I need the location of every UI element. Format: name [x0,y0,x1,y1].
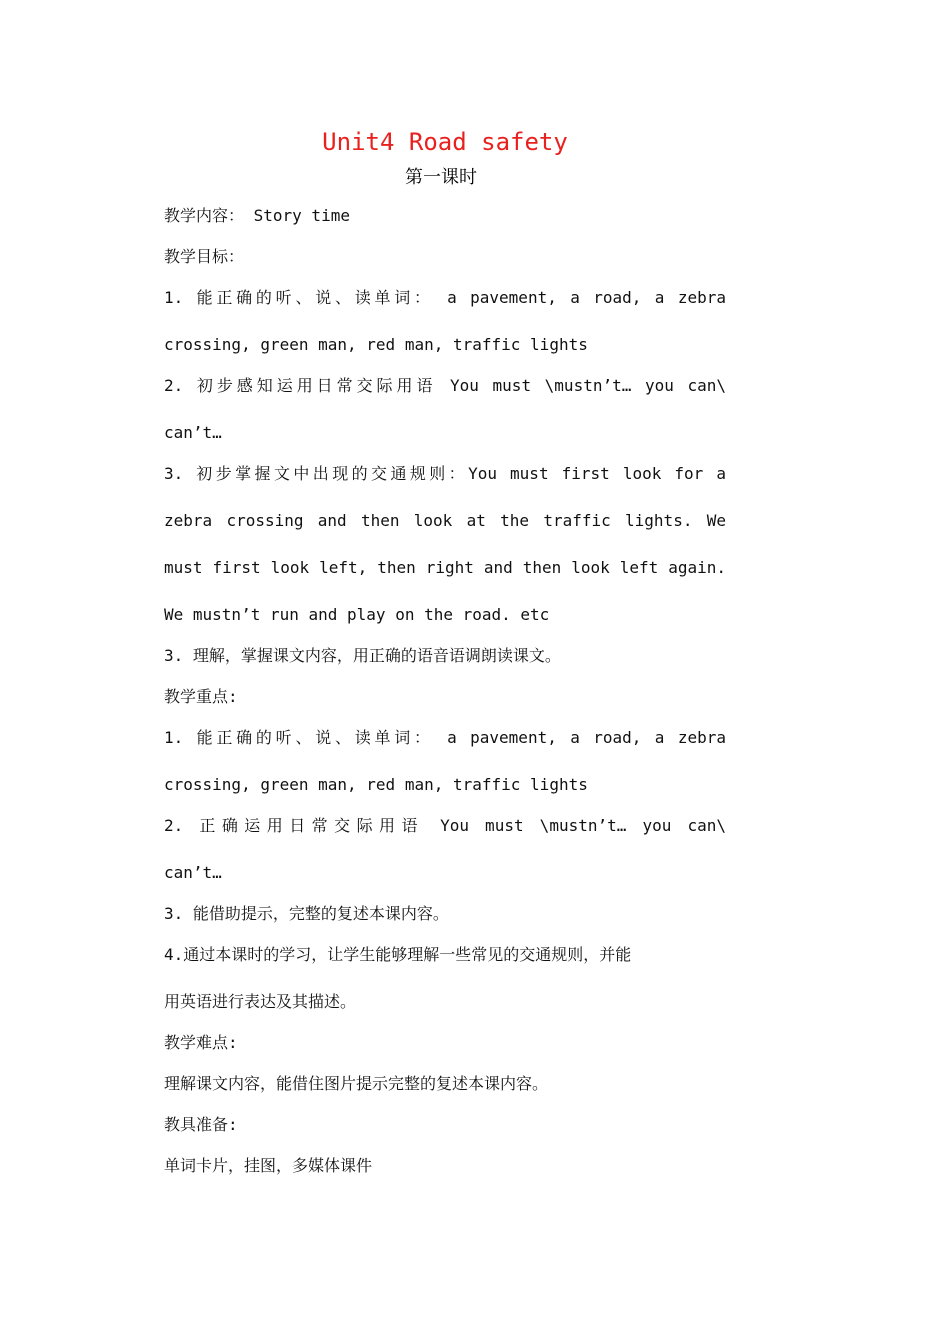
difficulties-heading: 教学难点: [164,1033,238,1052]
difficulties-line: 理解课文内容，能借住图片提示完整的复述本课内容。 [164,1074,549,1093]
key-point-3-line: 3. 能借助提示，完整的复述本课内容。 [164,904,449,923]
goal-3-line-4: We mustn’t run and play on the road. etc [164,605,550,624]
goal-4-line: 3. 理解，掌握课文内容，用正确的语音语调朗读课文。 [164,646,561,665]
materials-heading: 教具准备: [164,1115,238,1134]
key-point-1-line-1: 1. 能正确的听、说、读单词： a pavement, a road, a zebra [164,728,726,747]
teaching-goals-heading: 教学目标： [164,247,245,266]
goal-2-line-2: can’t… [164,423,222,442]
materials-line: 单词卡片，挂图，多媒体课件 [164,1156,373,1175]
goal-1-line-1: 1. 能正确的听、说、读单词： a pavement, a road, a zebra [164,288,726,307]
key-point-1-line-2: crossing, green man, red man, traffic lights [164,775,588,794]
goal-3-line-1: 3. 初步掌握文中出现的交通规则：You must first look for a [164,464,726,483]
goal-3-line-3: must first look left, then right and then look left again. [164,558,726,577]
key-point-4-line-1: 4.通过本课时的学习，让学生能够理解一些常见的交通规则，并能 [164,945,632,964]
key-point-4-line-2: 用英语进行表达及其描述。 [164,992,357,1011]
goal-2-line-1: 2. 初步感知运用日常交际用语 You must \mustn’t… you can\ [164,376,726,395]
goal-1-line-2: crossing, green man, red man, traffic lights [164,335,588,354]
document-title: Unit4 Road safety [322,128,568,156]
goal-3-line-2: zebra crossing and then look at the traffic lights. We [164,511,726,530]
teaching-content-line: 教学内容： Story time [164,206,350,225]
key-point-2-line-2: can’t… [164,863,222,882]
document-subtitle: 第一课时 [405,167,477,188]
key-points-heading: 教学重点: [164,687,238,706]
key-point-2-line-1: 2. 正确运用日常交际用语 You must \mustn’t… you can\ [164,816,726,835]
